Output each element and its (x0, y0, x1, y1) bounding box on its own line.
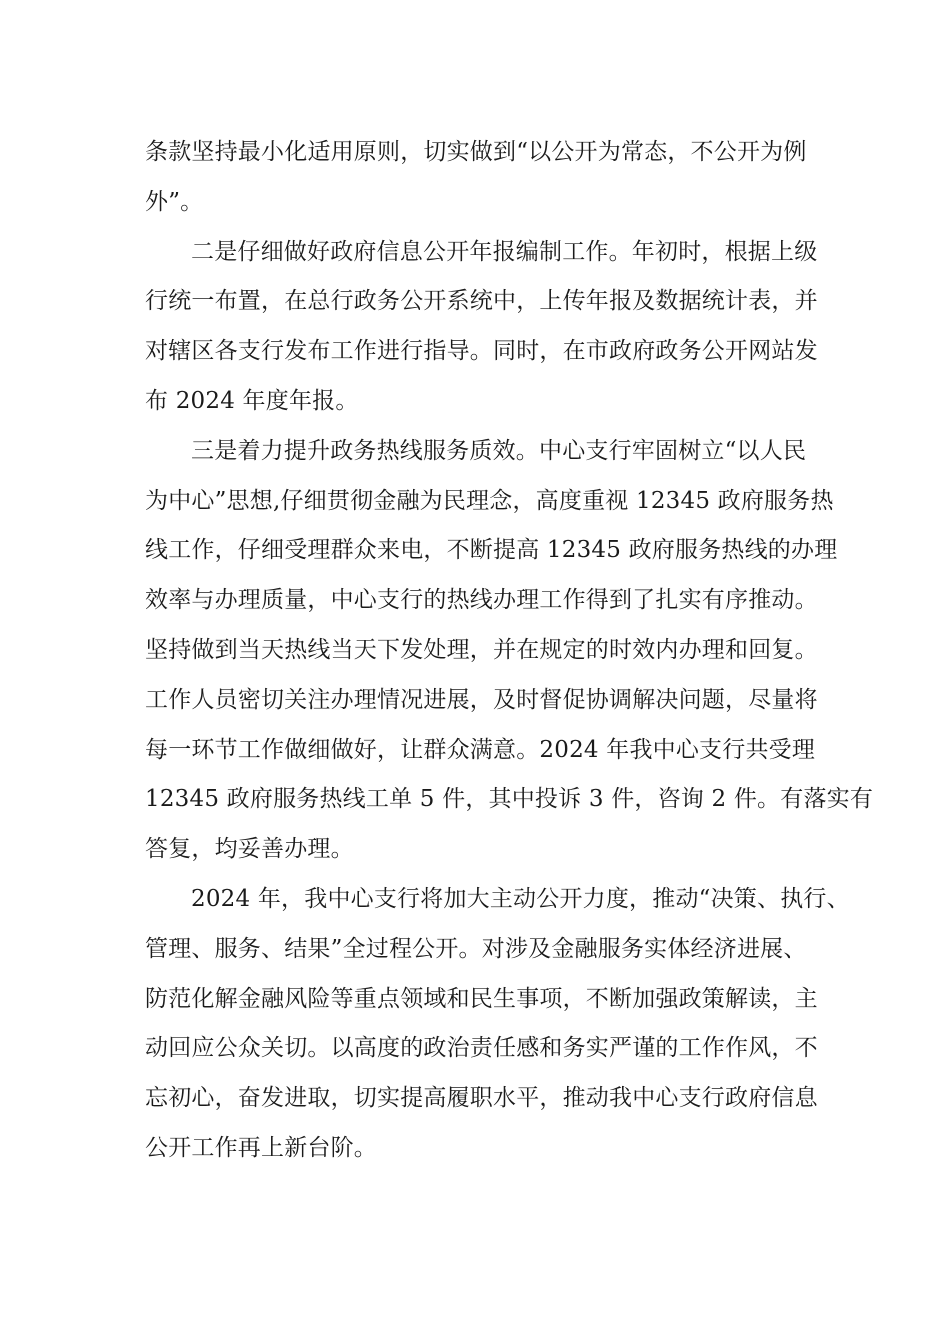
text-line: 动回应公众关切。以高度的政治责任感和务实严谨的工作作风，不 (145, 1035, 818, 1062)
text-line: 12345 政府服务热线工单 5 件，其中投诉 3 件，咨询 2 件。有落实有 (145, 786, 874, 813)
text-line: 工作人员密切关注办理情况进展，及时督促协调解决问题，尽量将 (145, 686, 818, 713)
paragraph-start-line: 2024 年，我中心支行将加大主动公开力度，推动“决策、执行、 (191, 885, 850, 912)
text-line: 每一环节工作做细做好，让群众满意。2024 年我中心支行共受理 (145, 736, 816, 763)
text-line: 答复，均妥善办理。 (145, 836, 354, 863)
text-line: 管理、服务、结果”全过程公开。对涉及金融服务实体经济进展、 (145, 935, 807, 962)
text-line: 条款坚持最小化适用原则，切实做到“以公开为常态，不公开为例 (145, 139, 807, 165)
text-line: 防范化解金融风险等重点领域和民生事项，不断加强政策解读，主 (145, 985, 818, 1012)
text-line: 效率与办理质量，中心支行的热线办理工作得到了扎实有序推动。 (145, 587, 818, 614)
text-line: 行统一布置，在总行政务公开系统中，上传年报及数据统计表，并 (145, 288, 818, 315)
text-line: 公开工作再上新台阶。 (145, 1134, 377, 1161)
paragraph-start-line: 三是着力提升政务热线服务质效。中心支行牢固树立“以人民 (191, 437, 807, 464)
text-line: 布 2024 年度年报。 (145, 387, 359, 414)
text-line: 为中心”思想,仔细贯彻金融为民理念，高度重视 12345 政府服务热 (145, 487, 834, 514)
text-line: 忘初心，奋发进取，切实提高履职水平，推动我中心支行政府信息 (145, 1085, 818, 1112)
text-line: 坚持做到当天热线当天下发处理，并在规定的时效内办理和回复。 (145, 636, 818, 663)
paragraph-start-line: 二是仔细做好政府信息公开年报编制工作。年初时，根据上级 (191, 238, 818, 265)
text-line: 线工作，仔细受理群众来电，不断提高 12345 政府服务热线的办理 (145, 537, 838, 564)
text-line: 外”。 (145, 188, 204, 215)
document-body (145, 128, 874, 1174)
text-line: 对辖区各支行发布工作进行指导。同时，在市政府政务公开网站发 (145, 338, 818, 365)
